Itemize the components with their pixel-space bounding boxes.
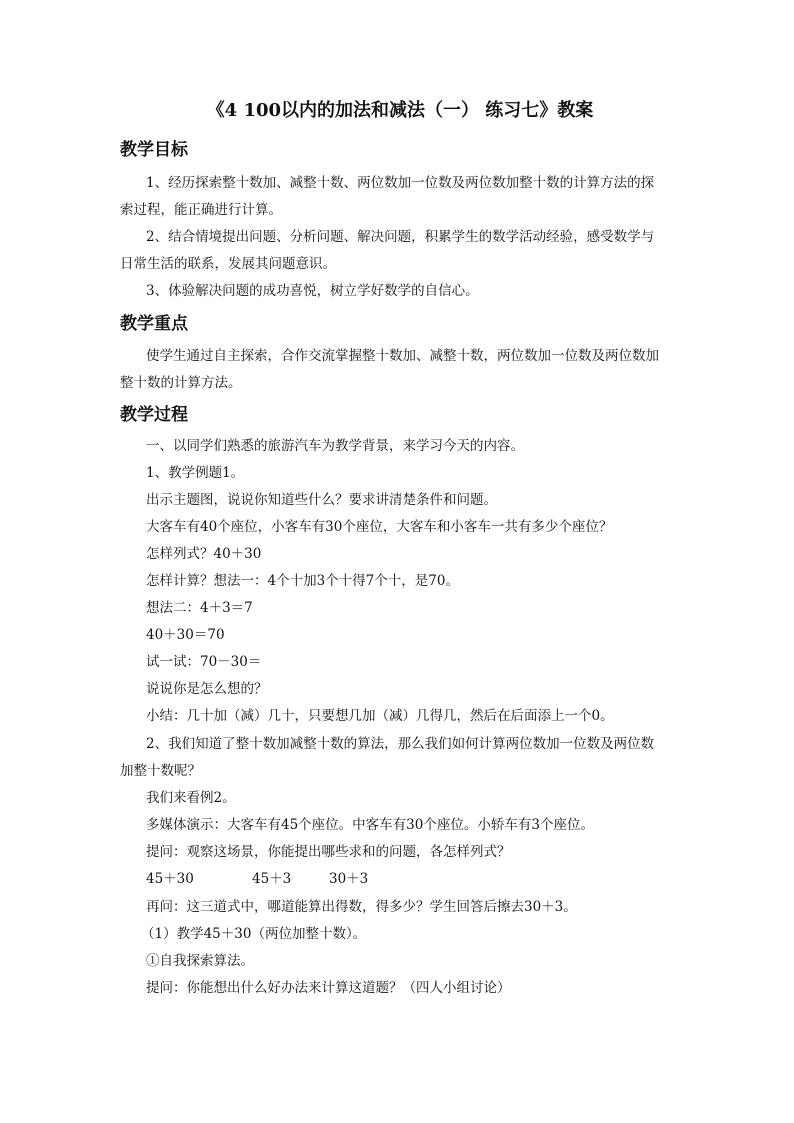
process-line-18: （1）教学45＋30（两位加整十数）。 [141,926,367,942]
process-line-17: 再问：这三道式中，哪道能算出得数，得多少？学生回答后擦去30＋3。 [146,899,577,915]
process-line-9: 试一试：70－30＝ [146,654,262,670]
focus-line-1: 使学生通过自主探索，合作交流掌握整十数加、减整十数，两位数加一位数及两位数加 [146,348,659,364]
process-line-5: 怎样列式？40＋30 [146,546,262,562]
process-line-8: 40＋30＝70 [146,627,225,643]
focus-line-2: 整十数的计算方法。 [120,375,242,391]
process-line-3: 出示主题图，说说你知道些什么？要求讲清楚条件和问题。 [146,492,497,508]
heading-teaching-goals: 教学目标 [120,140,188,160]
goals-line-2: 索过程，能正确进行计算。 [120,202,282,218]
process-line-19: ①自我探索算法。 [146,953,254,969]
goals-line-4: 日常生活的联系，发展其问题意识。 [120,256,336,272]
goals-line-5: 3、体验解决问题的成功喜悦，树立学好数学的自信心。 [146,283,479,299]
process-line-6: 怎样计算？想法一：4个十加3个十得7个十，是70。 [146,573,459,589]
expression-row [146,869,546,889]
process-line-10: 说说你是怎么想的？ [146,681,268,697]
process-line-15: 多媒体演示：大客车有45个座位。中客车有30个座位。小轿车有3个座位。 [146,817,594,833]
process-line-1: 一、以同学们熟悉的旅游汽车为教学背景，来学习今天的内容。 [146,438,524,454]
process-line-12: 2、我们知道了整十数加减整十数的算法，那么我们如何计算两位数加一位数及两位数 [146,736,655,752]
process-line-7: 想法二：4＋3＝7 [146,600,253,616]
process-line-14: 我们来看例2。 [146,790,236,806]
process-line-13: 加整十数呢？ [120,763,201,779]
expression-2: 45＋3 [252,871,292,887]
expression-1: 45＋30 [146,871,194,887]
expression-3: 30＋3 [329,871,369,887]
goals-line-3: 2、结合情境提出问题、分析问题、解决问题，积累学生的数学活动经验，感受数学与 [146,229,655,245]
process-line-11: 小结：几十加（减）几十，只要想几加（减）几得几，然后在后面添上一个0。 [146,708,614,724]
process-line-16: 提问：观察这场景，你能提出哪些求和的问题，各怎样列式？ [146,844,511,860]
process-line-4: 大客车有40个座位，小客车有30个座位，大客车和小客车一共有多少个座位？ [146,519,613,535]
page-title: 《4 100以内的加法和减法（一） 练习七》教案 [206,100,594,121]
process-line-20: 提问：你能想出什么好办法来计算这道题？（四人小组讨论） [146,980,511,996]
goals-line-1: 1、经历探索整十数加、减整十数、两位数加一位数及两位数加整十数的计算方法的探 [146,175,655,191]
heading-teaching-process: 教学过程 [120,405,188,425]
heading-teaching-focus: 教学重点 [120,314,188,334]
process-line-2: 1、教学例题1。 [146,465,245,481]
